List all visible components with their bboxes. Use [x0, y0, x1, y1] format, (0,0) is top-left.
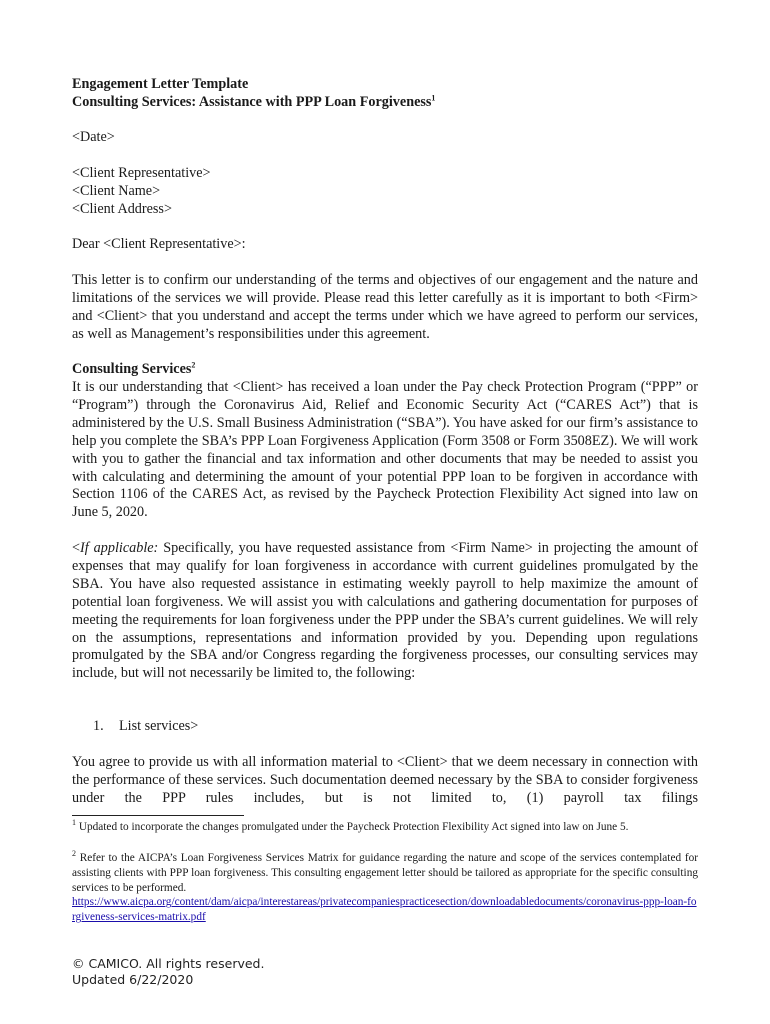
page-footer — [72, 956, 264, 988]
footnote-ref-2: 2 — [191, 360, 196, 370]
copyright-notice: © CAMICO. All rights reserved. — [72, 956, 265, 971]
salutation: Dear <Client Representative>: — [72, 236, 246, 252]
footnote-2: $^2$ Refer to the AICPA’s Loan Forgiveness Services Matrix for guidance regarding the nature and scope of the services contemplated for assisting clients with PPP loan forgiveness. This consulting engagement letter should be tailored as appropriate for the specific consulting services to be performed. https://www.aicpa.org/content/dam/aicpa/interestareas/privatecompaniespracticesection/downloadabledocuments/coronavirus-ppp-loan-forgiveness-services-matrix.pdf — [72, 849, 698, 924]
consulting-paragraph-2: <If applicable: Specifically, you have requested assistance from <Firm Name> in projecting the amount of expenses that may qualify for loan forgiveness in accordance with current guidelines promulgated by the SBA. You have also requested assistance in estimating weekly payroll to help maximize the amount of potential loan forgiveness. We will assist you with calculations and gathering documentation for purposes of meeting the requirements for loan forgiveness under the PPP under the SBA’s current guidelines. We will rely on the assumptions, representations and information provided by you. Depending upon regulations promulgated by the SBA and/or Congress regarding the forgiveness processes, our consulting services may include, but will not necessarily be limited to, the following: — [72, 540, 698, 682]
aicpa-matrix-link[interactable]: https://www.aicpa.org/content/dam/aicpa/interestareas/privatecompaniespracticesection/downloadabledocuments/coronavirus-ppp-loan-forgiveness-services-matrix.pdf — [72, 896, 697, 924]
footnote-ref-1: 1 — [431, 93, 436, 103]
consulting-paragraph-1: It is our understanding that <Client> has received a loan under the Pay check Protection Program (“PPP” or “Program”) through the Coronavirus Aid, Relief and Economic Security Act (“CARES Act”) that is administered by the U.S. Small Business Administration (“SBA”). You have asked for our firm’s assistance to help you complete the SBA’s PPP Loan Forgiveness Application (Form 3508 or Form 3508EZ). We will work with you to gather the financial and tax information and other documents that may be needed to assist you with calculating and determining the amount of your potential PPP loan to be forgiven in accordance with Section 1106 of the CARES Act, as revised by the Paycheck Protection Flexibility Act signed into law on June 5, 2020. — [72, 379, 698, 521]
services-list-item — [93, 718, 693, 736]
footnote-1: $^1$ Updated to incorporate the changes promulgated under the Paycheck Protection Flexibility Act signed into law on June 5. — [72, 818, 629, 833]
intro-paragraph: This letter is to confirm our understanding of the terms and objectives of our engagement and the nature and limitations of the services we will provide. Please read this letter carefully as it is important to both <Firm> and <Client> that you understand and accept the terms under which we have agreed to perform our services, as well as Management’s responsibilities under this agreement. — [72, 272, 698, 342]
letter-heading — [72, 76, 698, 112]
client-address: <Client Address> — [72, 200, 172, 217]
document-title: Engagement Letter Template — [72, 76, 249, 92]
consulting-paragraph-3: You agree to provide us with all information material to <Client> that we deem necessary in connection with the performance of these services. Such documentation deemed necessary by the SBA to consider forgiveness under the PPP rules includes, but is not limited to, (1) payroll tax filings — [72, 754, 698, 806]
client-name: <Client Name> — [72, 182, 161, 199]
client-address-block — [72, 165, 698, 219]
consulting-services-heading: Consulting Services$^2$ — [72, 360, 196, 377]
footnote-separator — [72, 815, 244, 816]
list-item-text: List services> — [119, 718, 199, 734]
list-number: 1. — [93, 718, 104, 734]
date-placeholder: <Date> — [72, 129, 115, 145]
updated-date: Updated 6/22/2020 — [72, 972, 194, 987]
client-representative: <Client Representative> — [72, 165, 211, 181]
document-subtitle: Consulting Services: Assistance with PPP Loan Forgiveness$^1$ — [72, 93, 436, 110]
